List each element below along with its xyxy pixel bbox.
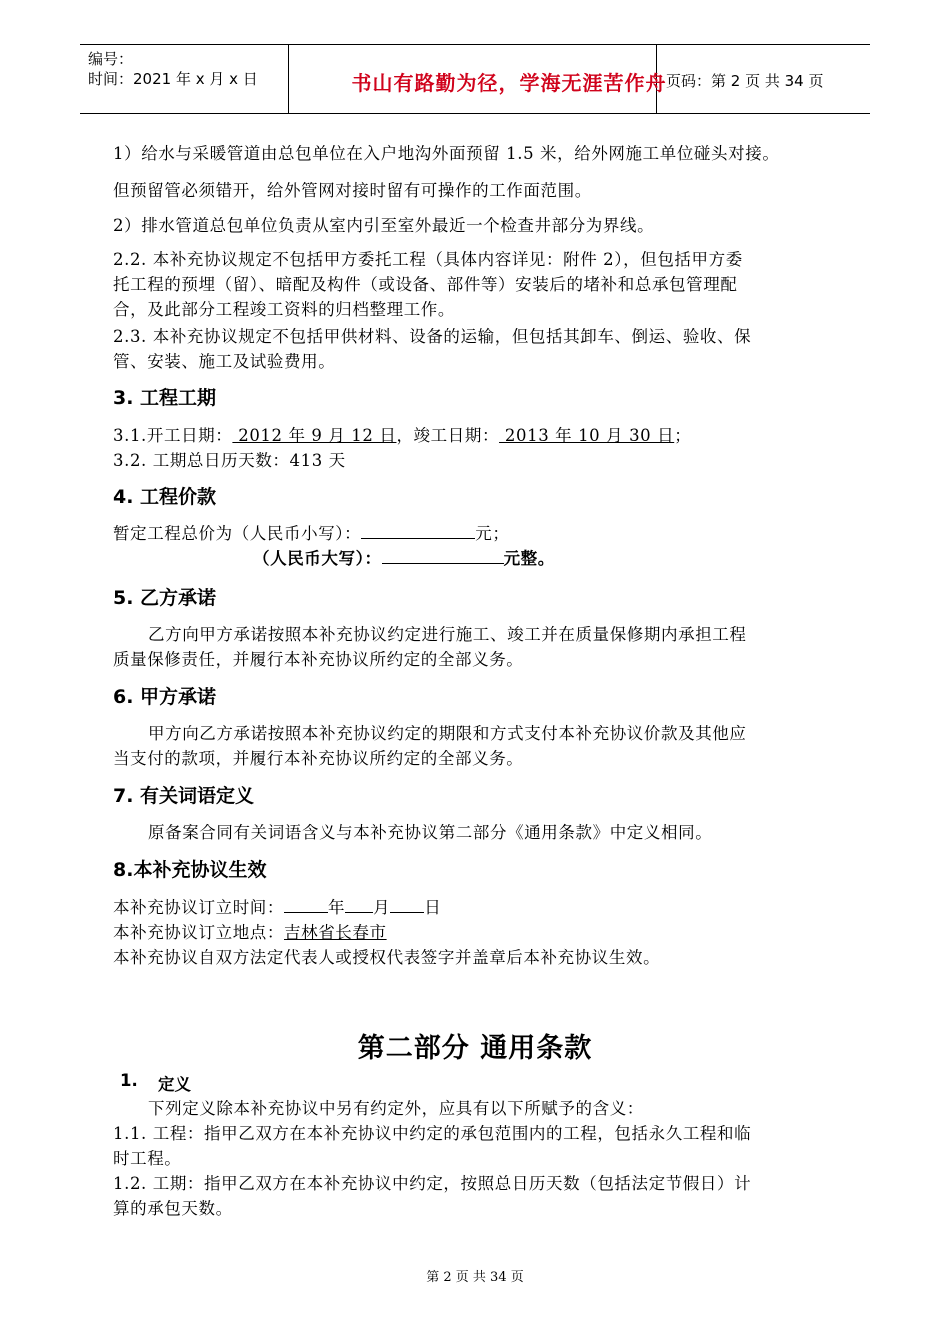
definition-number: 1. bbox=[120, 1071, 138, 1090]
year-blank bbox=[284, 911, 328, 913]
duration-line: 3.2. 工期总日历天数：413 天 bbox=[113, 451, 346, 470]
day-blank bbox=[390, 911, 424, 913]
day-label: 日 bbox=[424, 898, 442, 917]
header-motto: 书山有路勤为径，学海无涯苦作舟 bbox=[351, 71, 667, 95]
price-big-line bbox=[253, 545, 555, 569]
price-big-blank bbox=[382, 562, 504, 564]
section-heading: 4. 工程价款 bbox=[113, 486, 217, 508]
body-line: 乙方向甲方承诺按照本补充协议约定进行施工、竣工并在质量保修期内承担工程 bbox=[148, 625, 747, 644]
end-date-label: ，竣工日期： bbox=[396, 426, 500, 445]
section-heading: 5. 乙方承诺 bbox=[113, 587, 217, 609]
body-line: 1.1. 工程：指甲乙双方在本补充协议中约定的承包范围内的工程，包括永久工程和临 bbox=[113, 1124, 752, 1143]
header-time: 时间：2021 年 x 月 x 日 bbox=[88, 70, 258, 88]
header-divider bbox=[288, 45, 289, 113]
start-date-value: 2012 年 9 月 12 日 bbox=[232, 426, 397, 445]
signing-place-line bbox=[113, 919, 387, 943]
body-line: 算的承包天数。 bbox=[113, 1199, 233, 1218]
page-footer: 第 2 页 共 34 页 bbox=[426, 1270, 524, 1285]
end-date-value: 2013 年 10 月 30 日 bbox=[499, 426, 675, 445]
body-line: 2）排水管道总包单位负责从室内引至室外最近一个检查井部分为界线。 bbox=[113, 216, 655, 235]
schedule-line bbox=[113, 422, 691, 446]
body-line: 1）给水与采暖管道由总包单位在入户地沟外面预留 1.5 米，给外网施工单位碰头对接。 bbox=[113, 144, 780, 163]
body-line: 质量保修责任，并履行本补充协议所约定的全部义务。 bbox=[113, 650, 524, 669]
signing-place-value: 吉林省长春市 bbox=[284, 923, 387, 942]
signing-time-label: 本补充协议订立时间： bbox=[113, 898, 284, 917]
body-line: 甲方向乙方承诺按照本补充协议约定的期限和方式支付本补充协议价款及其他应 bbox=[148, 724, 747, 743]
month-label: 月 bbox=[373, 898, 391, 917]
body-line: 时工程。 bbox=[113, 1149, 182, 1168]
section-heading: 6. 甲方承诺 bbox=[113, 686, 217, 708]
body-line: 下列定义除本补充协议中另有约定外，应具有以下所赋予的含义： bbox=[148, 1099, 644, 1118]
signing-time-line bbox=[113, 894, 441, 918]
page-header bbox=[80, 44, 870, 114]
body-line: 合，及此部分工程竣工资料的归档整理工作。 bbox=[113, 300, 455, 319]
body-line: 1.2. 工期：指甲乙双方在本补充协议中约定，按照总日历天数（包括法定节假日）计 bbox=[113, 1174, 752, 1193]
price-small-blank bbox=[361, 537, 475, 539]
price-small-line bbox=[113, 520, 509, 544]
header-page-info: 页码：第 2 页 共 34 页 bbox=[666, 72, 824, 90]
body-line: 但预留管必须错开，给外管网对接时留有可操作的工作面范围。 bbox=[113, 181, 592, 200]
body-line: 托工程的预埋（留）、暗配及构件（或设备、部件等）安装后的堵补和总承包管理配 bbox=[113, 275, 738, 294]
body-line: 2.2. 本补充协议规定不包括甲方委托工程（具体内容详见：附件 2），但包括甲方委 bbox=[113, 250, 743, 269]
body-line: 2.3. 本补充协议规定不包括甲供材料、设备的运输，但包括其卸车、倒运、验收、保 bbox=[113, 327, 752, 346]
part-two-title: 第二部分 通用条款 bbox=[357, 1033, 593, 1064]
month-blank bbox=[345, 911, 373, 913]
section-heading: 8.本补充协议生效 bbox=[113, 859, 267, 881]
header-meta bbox=[88, 49, 258, 89]
signing-place-label: 本补充协议订立地点： bbox=[113, 923, 284, 942]
start-date-label: 3.1.开工日期： bbox=[113, 426, 233, 445]
body-line: 当支付的款项，并履行本补充协议所约定的全部义务。 bbox=[113, 749, 524, 768]
section-heading: 7. 有关词语定义 bbox=[113, 785, 255, 807]
price-small-label: 暂定工程总价为（人民币小写）： bbox=[113, 524, 362, 543]
body-line: 管、安装、施工及试验费用。 bbox=[113, 352, 336, 371]
effect-line: 本补充协议自双方法定代表人或授权代表签字并盖章后本补充协议生效。 bbox=[113, 948, 661, 967]
body-line: 原备案合同有关词语含义与本补充协议第二部分《通用条款》中定义相同。 bbox=[148, 823, 713, 842]
price-big-label: （人民币大写）： bbox=[253, 549, 382, 568]
header-code-label: 编号： bbox=[88, 50, 134, 68]
punctuation: ； bbox=[674, 426, 692, 445]
price-small-unit: 元； bbox=[475, 524, 510, 543]
definition-heading: 定义 bbox=[158, 1075, 191, 1094]
year-label: 年 bbox=[328, 898, 346, 917]
price-big-unit: 元整。 bbox=[503, 549, 555, 568]
section-heading: 3. 工程工期 bbox=[113, 387, 217, 409]
